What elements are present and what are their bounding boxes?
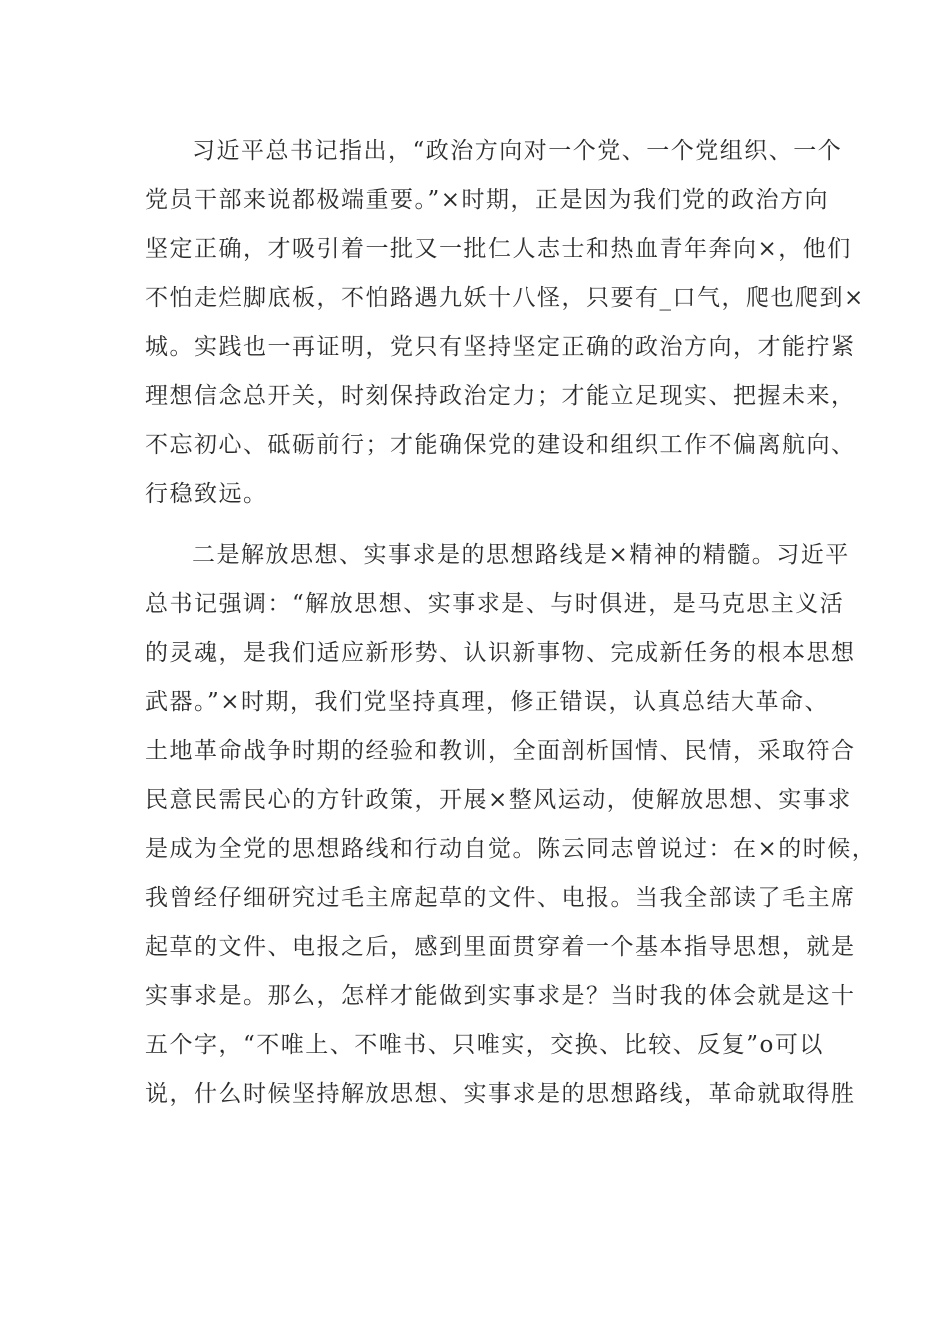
text-line: 的灵魂，是我们适应新形势、认识新事物、完成新任务的根本思想 xyxy=(145,640,856,666)
text-line: 武器。”×时期，我们党坚持真理，修正错误，认真总结大革命、 xyxy=(145,689,830,715)
text-line: 起草的文件、电报之后，感到里面贯穿着一个基本指导思想，就是 xyxy=(145,934,856,960)
text-line: 理想信念总开关，时刻保持政治定力；才能立足现实、把握未来， xyxy=(145,383,856,409)
text-line: 实事求是。那么，怎样才能做到实事求是？当时我的体会就是这十 xyxy=(145,983,856,1009)
document-body xyxy=(145,127,877,1119)
text-line: 习近平总书记指出，“政治方向对一个党、一个党组织、一个 xyxy=(192,138,843,164)
text-line: 坚定正确，才吸引着一批又一批仁人志士和热血青年奔向×，他们 xyxy=(145,236,852,262)
text-line: 说，什么时候坚持解放思想、实事求是的思想路线，革命就取得胜 xyxy=(145,1081,856,1107)
text-line: 党员干部来说都极端重要。”×时期，正是因为我们党的政治方向 xyxy=(145,187,830,213)
text-line: 民意民需民心的方针政策，开展×整风运动，使解放思想、实事求 xyxy=(145,787,852,813)
text-line: 总书记强调：“解放思想、实事求是、与时俱进，是马克思主义活 xyxy=(145,591,845,617)
text-line: 不忘初心、砥砺前行；才能确保党的建设和组织工作不偏离航向、 xyxy=(145,432,856,458)
text-line: 城。实践也一再证明，党只有坚持坚定正确的政治方向，才能拧紧 xyxy=(145,334,856,360)
text-line: 五个字，“不唯上、不唯书、只唯实，交换、比较、反复”o可以 xyxy=(145,1032,824,1058)
text-line: 二是解放思想、实事求是的思想路线是×精神的精髓。习近平 xyxy=(192,542,850,568)
text-line: 土地革命战争时期的经验和教训，全面剖析国情、民情，采取符合 xyxy=(145,738,856,764)
paragraph-political-direction xyxy=(145,127,865,519)
text-line: 不怕走烂脚底板，不怕路遇九妖十八怪，只要有_口气，爬也爬到× xyxy=(145,285,865,311)
text-line: 我曾经仔细研究过毛主席起草的文件、电报。当我全部读了毛主席 xyxy=(145,885,856,911)
text-line: 行稳致远。 xyxy=(145,481,268,507)
text-line: 是成为全党的思想路线和行动自觉。陈云同志曾说过：在×的时候， xyxy=(145,836,877,862)
paragraph-ideological-line xyxy=(145,531,877,1119)
